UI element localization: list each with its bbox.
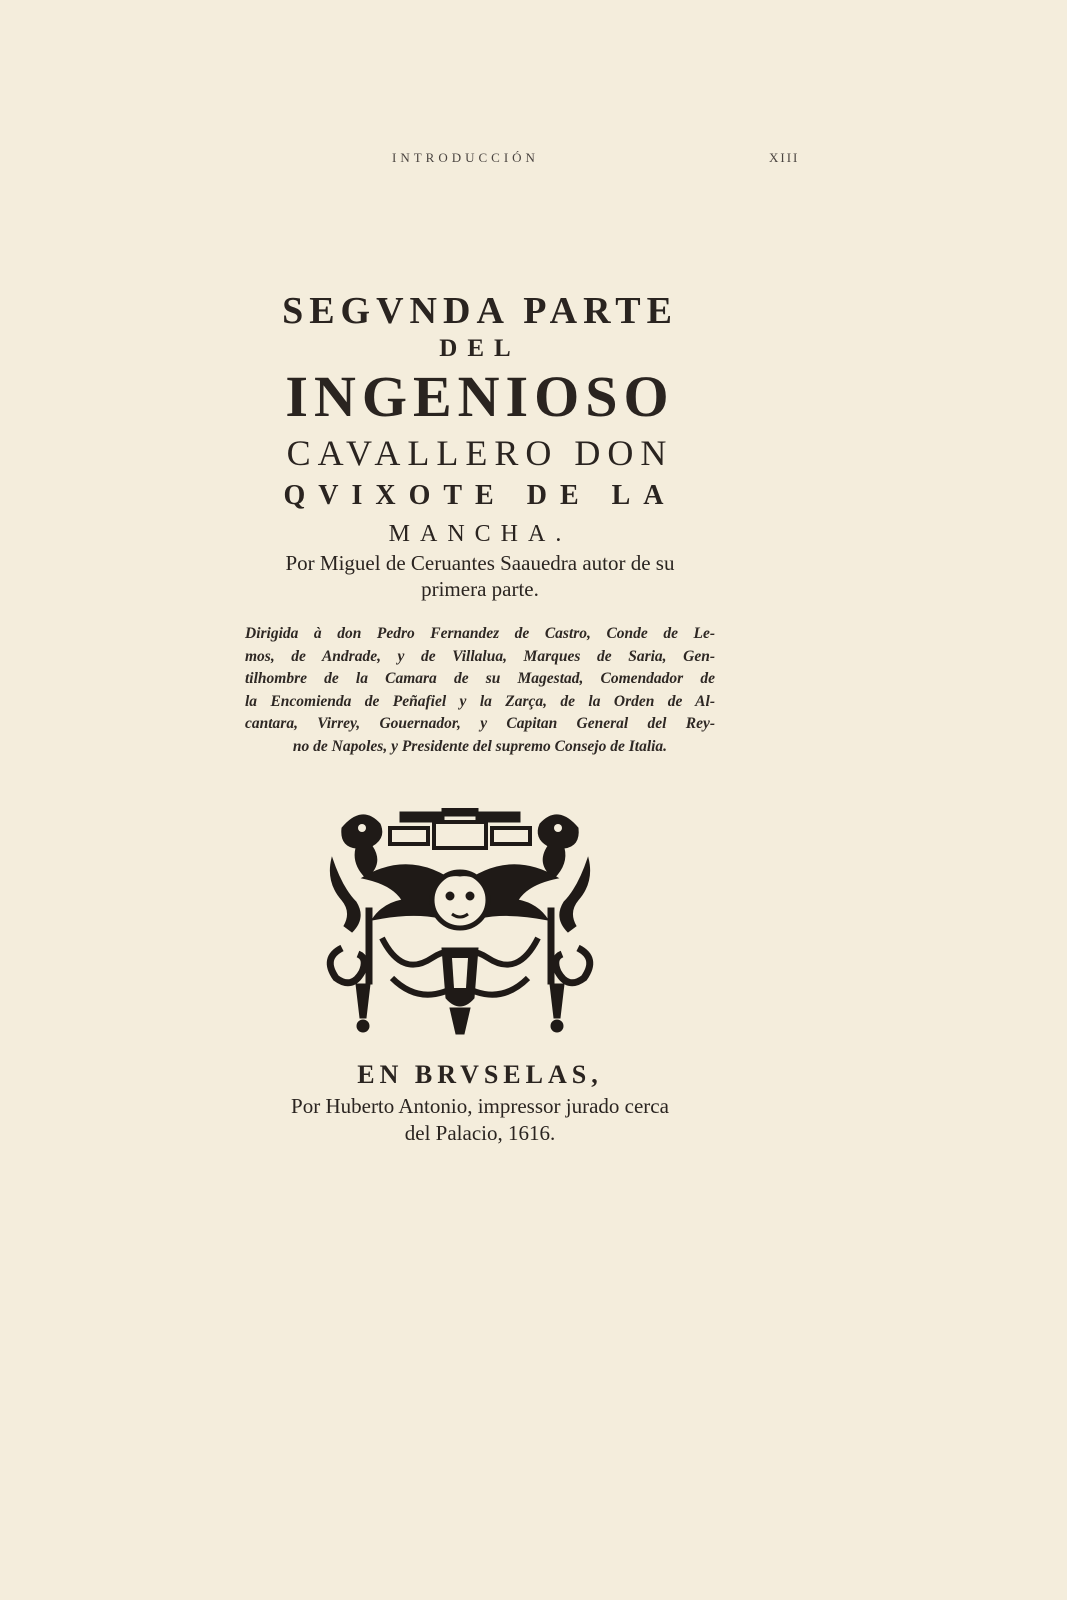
title-line-6: MANCHA.: [388, 521, 572, 547]
printers-device-icon: [322, 808, 598, 1038]
author-line-1: Por Miguel de Ceruantes Saauedra autor de su: [285, 551, 675, 575]
title-line-5: QVIXOTE DE LA: [283, 480, 677, 511]
author-block: [230, 550, 730, 602]
author-line-2: primera parte.: [421, 577, 539, 601]
title-block: [230, 288, 730, 552]
page-number: XIII: [769, 150, 800, 165]
dedication-line: la Encomienda de Peñafiel y la Zarça, de la Orden de Al-: [245, 692, 715, 710]
imprint-block: [230, 1057, 730, 1147]
title-line-2: DEL: [439, 335, 521, 362]
title-line-3: INGENIOSO: [285, 364, 675, 429]
imprint-city: EN BRVSELAS,: [357, 1060, 603, 1089]
imprint-printer: Por Huberto Antonio, impressor jurado cerca: [291, 1094, 669, 1118]
running-head-section: INTRODUCCIÓN: [392, 150, 539, 165]
dedication-line: tilhombre de la Camara de su Magestad, Comendador de: [245, 670, 715, 687]
dedication-block: [245, 623, 715, 758]
dedication-line: cantara, Virrey, Gouernador, y Capitan General del Rey-: [245, 715, 715, 732]
dedication-line: Dirigida à don Pedro Fernandez de Castro, Conde de Le-: [245, 625, 715, 642]
imprint-date: del Palacio, 1616.: [404, 1121, 556, 1145]
dedication-line: no de Napoles, y Presidente del supremo Consejo de Italia.: [292, 737, 668, 755]
dedication-line: mos, de Andrade, y de Villalua, Marques de Saria, Gen-: [245, 647, 715, 665]
title-line-1: SEGVNDA PARTE: [282, 290, 678, 332]
title-line-4: CAVALLERO DON: [286, 433, 674, 473]
